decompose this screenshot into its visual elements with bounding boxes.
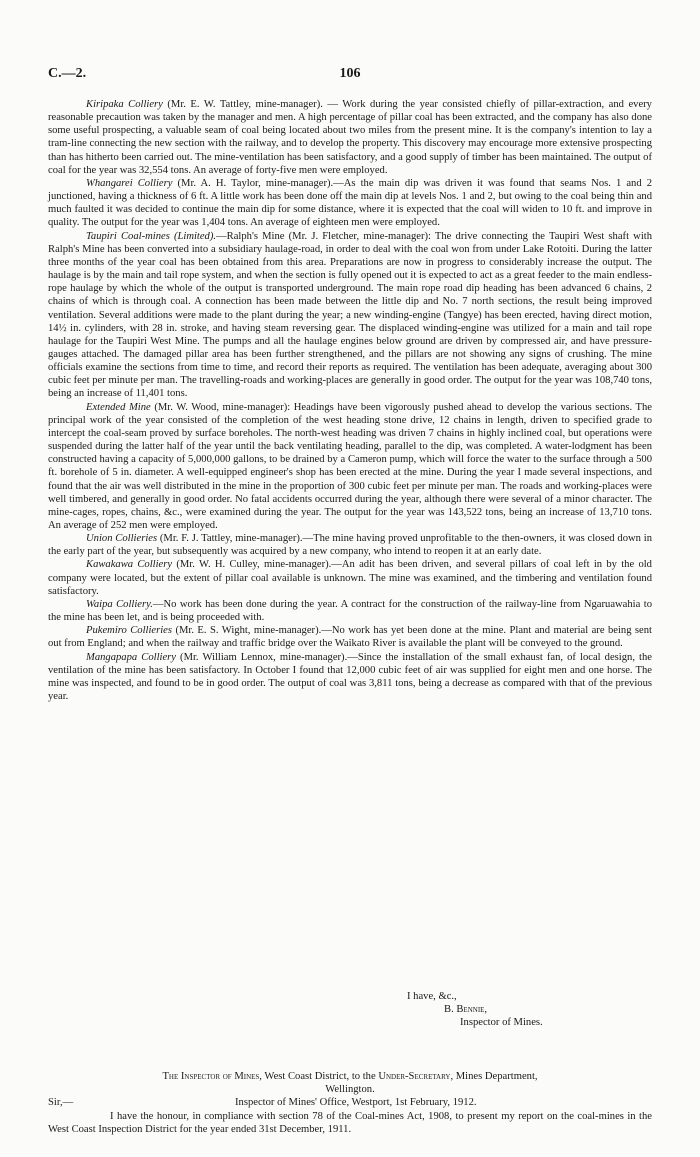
letter-body bbox=[48, 1110, 652, 1136]
letter-department: Mines Department, bbox=[453, 1071, 538, 1082]
paragraph-kiripaka bbox=[48, 98, 652, 177]
letter-paragraph: I have the honour, in compliance with section 78 of the Coal-mines Act, 1908, to present my report on the coal-mines in the West Coast Inspection District for the year ended 31st December, 1911. bbox=[48, 1111, 652, 1136]
paragraph-text: (Mr. E. W. Tattley, mine-manager). — Work during the year consisted chiefly of pillar-extraction, and every reasonable precaution was taken by the manager and men. A high percentage of pillar coal has been extracted, and the company has also done some useful prospecting, a valuable seam of coal being located about two miles from the present mine. It is the company's intention to lay a tram-line connecting the new section with the railway, and to develop the property. This discovery may encourage more extensive prospecting than has hitherto been carried out. The mine-ventilation has been satisfactory, and a good supply of timber has been maintained. The output of coal for the year was 32,554 tons. An average of forty-five men were employed. bbox=[48, 99, 652, 176]
letter-heading bbox=[48, 1070, 652, 1096]
colliery-name: Taupiri Coal-mines (Limited). bbox=[86, 230, 217, 242]
colliery-name: Mangapapa Colliery bbox=[86, 651, 176, 663]
report-body bbox=[48, 98, 652, 703]
paragraph-whangarei bbox=[48, 177, 652, 230]
signature-title: Inspector of Mines. bbox=[460, 1017, 543, 1028]
paragraph-text: (Mr. F. J. Tattley, mine-manager).—The mine having proved unprofitable to the then-owners, it was closed down in the early part of the year, but subsequently was acquired by a new company, who intend to reopen it at an early date. bbox=[48, 533, 652, 558]
letter-from: The Inspector of Mines, bbox=[162, 1071, 262, 1082]
paragraph-extended-mine bbox=[48, 401, 652, 533]
signature-closing: I have, &c., bbox=[407, 991, 457, 1002]
paragraph-text: (Mr. E. S. Wight, mine-manager).—No work has yet been done at the mine. Plant and material are being sent out from England; and when the railway and traffic bridge over the Waikato River is available the plant will be conveyed to the ground. bbox=[48, 625, 652, 650]
paragraph-text: —Ralph's Mine (Mr. J. Fletcher, mine-manager): The drive connecting the Taupiri West shaft with Ralph's Mine has been converted into a subsidiary haulage-road, in order to deal with the coal won from under Lake Rotoiti. During the latter three months of the year coal has been obtained from this area. Preparations are now in progress to considerably increase the output. The haulage is by the main and tail rope system, and when the section is fully opened out it is expected to act as a great feeder to the main endless-rope haulage by which the whole of the output is transported underground. The main rope road dip heading has been advanced 6 chains, 2 chains of which is through coal. A connection has been made between the little dip and No. 7 north sections, the result being improved ventilation. Several additions were made to the plant during the year; a new winding-engine (Tangye) has been erected, having direct motion, 14½ in. cylinders, with 28 in. stroke, and having steam reversing gear. The displaced winding-engine was utilized for a main and tail rope haulage for the Taupiri West Mine. The pumps and all the haulage engines below ground are driven by compressed air, and have pressure-gauges attached. The damaged pillar area has been further strengthened, and the pillars are not showing any signs of crushing. The mine officials examine the sections from time to time, and record their reports as required. The ventilation has been adequate, averaging about 300 cubic feet per minute per man. The travelling-roads and working-places are generally in good order. The output for the year was 108,740 tons, being an increase of 11,401 tons. bbox=[48, 230, 653, 400]
colliery-name: Kawakawa Colliery bbox=[86, 559, 173, 571]
letter-address: Inspector of Mines' Office, Westport, 1st February, 1912. bbox=[235, 1097, 477, 1108]
colliery-name: Pukemiro Collieries bbox=[86, 625, 173, 637]
signature-name: B. Bennie, bbox=[444, 1004, 488, 1015]
paragraph-mangapapa bbox=[48, 651, 652, 704]
letter-salutation: Sir,— bbox=[48, 1097, 74, 1108]
paragraph-taupiri bbox=[48, 230, 652, 401]
colliery-name: Waipa Colliery. bbox=[86, 598, 153, 610]
letter-heading-text: West Coast District, to the bbox=[261, 1071, 379, 1082]
paragraph-pukemiro bbox=[48, 624, 652, 650]
paragraph-text: —No work has been done during the year. A contract for the construction of the railway-line from Ngaruawahia to the mine has been let, and is being proceeded with. bbox=[48, 598, 652, 624]
colliery-name: Kiripaka Colliery bbox=[86, 99, 163, 110]
paragraph-text: (Mr. W. H. Culley, mine-manager).—An adit has been driven, and several pillars of coal left in by the old company were located, but the extent of pillar coal available is unknown. The mine was examined, and the timbering and ventilation found satisfactory. bbox=[48, 559, 652, 597]
paragraph-union bbox=[48, 532, 652, 558]
document-code: C.—2. bbox=[48, 66, 87, 81]
colliery-name: Extended Mine bbox=[86, 401, 151, 413]
paragraph-waipa bbox=[48, 598, 652, 624]
paragraph-text: (Mr. W. Wood, mine-manager): Headings have been vigorously pushed ahead to develop the various sections. The principal work of the year consisted of the completion of the west heading stone drive, 12 chains in length, driven to specified grade to intercept the coal-seam proved by surface boreholes. The north-west heading was driven 7 chains in highly inclined coal, but operations were suspended during the latter half of the year until the back ventilating heading, parallel to the dip, was completed. A water-lodgment has been constructed having a capacity of 5,000,000 gallons, to be drained by a Cameron pump, which will force the water to the surface through a 500 ft. borehole of 5 in. diameter. A well-equipped engineer's shop has been erected at the mine. During the year I made several inspections, and found that the air was well distributed in the mine in the proportion of 300 cubic feet per minute per man. The roads and working-places were well timbered, and generally in good order. No fatal accidents occurred during the year, although there were several of a minor character. The mine-cages, ropes, chains, &c., were examined during the year. The output for the year was 143,522 tons, being an increase of 13,710 tons. An average of 252 men were employed. bbox=[48, 401, 652, 531]
paragraph-text: (Mr. William Lennox, mine-manager).—Since the installation of the small exhaust fan, of local design, the ventilation of the mine has been satisfactory. In October I found that 12,000 cubic feet of air was supplied for eight men and one horse. The mine was inspected, and found to be in good order. The output of coal was 3,811 tons, being a decrease as compared with that of the previous year. bbox=[48, 651, 652, 703]
colliery-name: Whangarei Colliery bbox=[86, 177, 173, 189]
paragraph-text: (Mr. A. H. Taylor, mine-manager).—As the main dip was driven it was found that seams Nos. 1 and 2 junctioned, having a thickness of 6 ft. A little work has been done off the main dip at levels Nos. 1 and 2, but owing to the coal being thin and much faulted it was decided to continue the main dip for some distance, where it is expected that the coal will widen to 10 ft. and improve in quality. The output for the year was 1,404 tons. An average of eighteen men were employed. bbox=[48, 177, 652, 229]
page-number: 106 bbox=[339, 66, 361, 81]
letter-to: Under-Secretary, bbox=[378, 1071, 454, 1082]
letter-heading-city: Wellington. bbox=[325, 1084, 375, 1096]
colliery-name: Union Collieries bbox=[86, 533, 158, 545]
paragraph-kawakawa bbox=[48, 558, 652, 597]
